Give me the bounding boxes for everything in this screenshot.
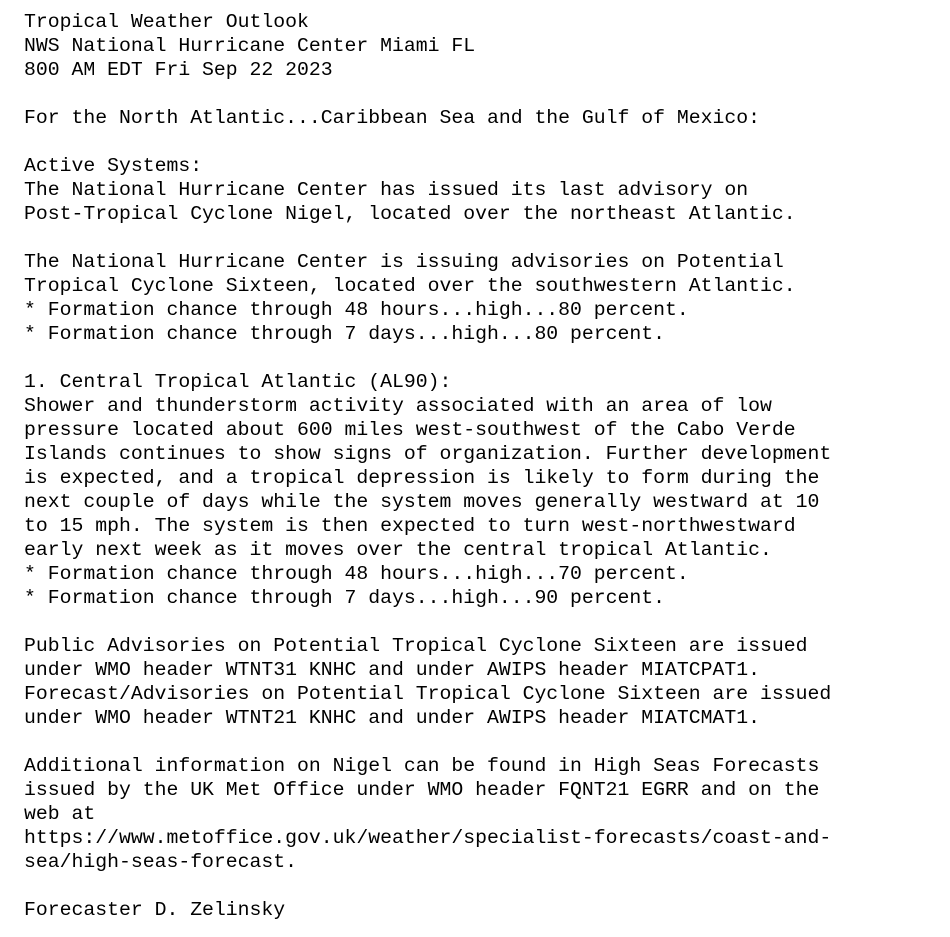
blank-line (24, 730, 950, 754)
text-line: Public Advisories on Potential Tropical Cyclone Sixteen are issued (24, 635, 808, 657)
text-line: web at (24, 803, 96, 825)
text-line: Shower and thunderstorm activity associated with an area of low (24, 395, 772, 417)
region-line: For the North Atlantic...Caribbean Sea and the Gulf of Mexico: (24, 107, 760, 129)
blank-line (24, 82, 950, 106)
forecaster-line: Forecaster D. Zelinsky (24, 899, 286, 921)
text-line: Additional information on Nigel can be found in High Seas Forecasts (24, 755, 820, 777)
formation-chance-line: * Formation chance through 48 hours...high...80 percent. (24, 299, 689, 321)
title-line: Tropical Weather Outlook (24, 11, 309, 33)
active-systems-heading: Active Systems: (24, 155, 203, 177)
text-line: issued by the UK Met Office under WMO header FQNT21 EGRR and on the (24, 779, 820, 801)
text-line: early next week as it moves over the central tropical Atlantic. (24, 539, 772, 561)
text-line: The National Hurricane Center is issuing advisories on Potential (24, 251, 784, 273)
text-line: is expected, and a tropical depression is likely to form during the (24, 467, 820, 489)
blank-line (24, 130, 950, 154)
system-heading: 1. Central Tropical Atlantic (AL90): (24, 371, 452, 393)
text-line: pressure located about 600 miles west-southwest of the Cabo Verde (24, 419, 796, 441)
formation-chance-line: * Formation chance through 7 days...high...90 percent. (24, 587, 666, 609)
text-line: Forecast/Advisories on Potential Tropical Cyclone Sixteen are issued (24, 683, 832, 705)
text-line: Islands continues to show signs of organization. Further development (24, 443, 832, 465)
text-line: next couple of days while the system moves generally westward at 10 (24, 491, 820, 513)
formation-chance-line: * Formation chance through 7 days...high...80 percent. (24, 323, 666, 345)
text-line: under WMO header WTNT21 KNHC and under AWIPS header MIATCMAT1. (24, 707, 760, 729)
text-line: The National Hurricane Center has issued its last advisory on (24, 179, 749, 201)
text-line: to 15 mph. The system is then expected to turn west-northwestward (24, 515, 796, 537)
url-line: https://www.metoffice.gov.uk/weather/specialist-forecasts/coast-and- (24, 827, 832, 849)
text-line: Tropical Cyclone Sixteen, located over the southwestern Atlantic. (24, 275, 796, 297)
blank-line (24, 226, 950, 250)
office-line: NWS National Hurricane Center Miami FL (24, 35, 476, 57)
formation-chance-line: * Formation chance through 48 hours...high...70 percent. (24, 563, 689, 585)
blank-line (24, 874, 950, 898)
blank-line (24, 346, 950, 370)
blank-line (24, 610, 950, 634)
url-line: sea/high-seas-forecast. (24, 851, 298, 873)
text-line: under WMO header WTNT31 KNHC and under AWIPS header MIATCPAT1. (24, 659, 760, 681)
text-line: Post-Tropical Cyclone Nigel, located over the northeast Atlantic. (24, 203, 796, 225)
issued-time-line: 800 AM EDT Fri Sep 22 2023 (24, 59, 333, 81)
